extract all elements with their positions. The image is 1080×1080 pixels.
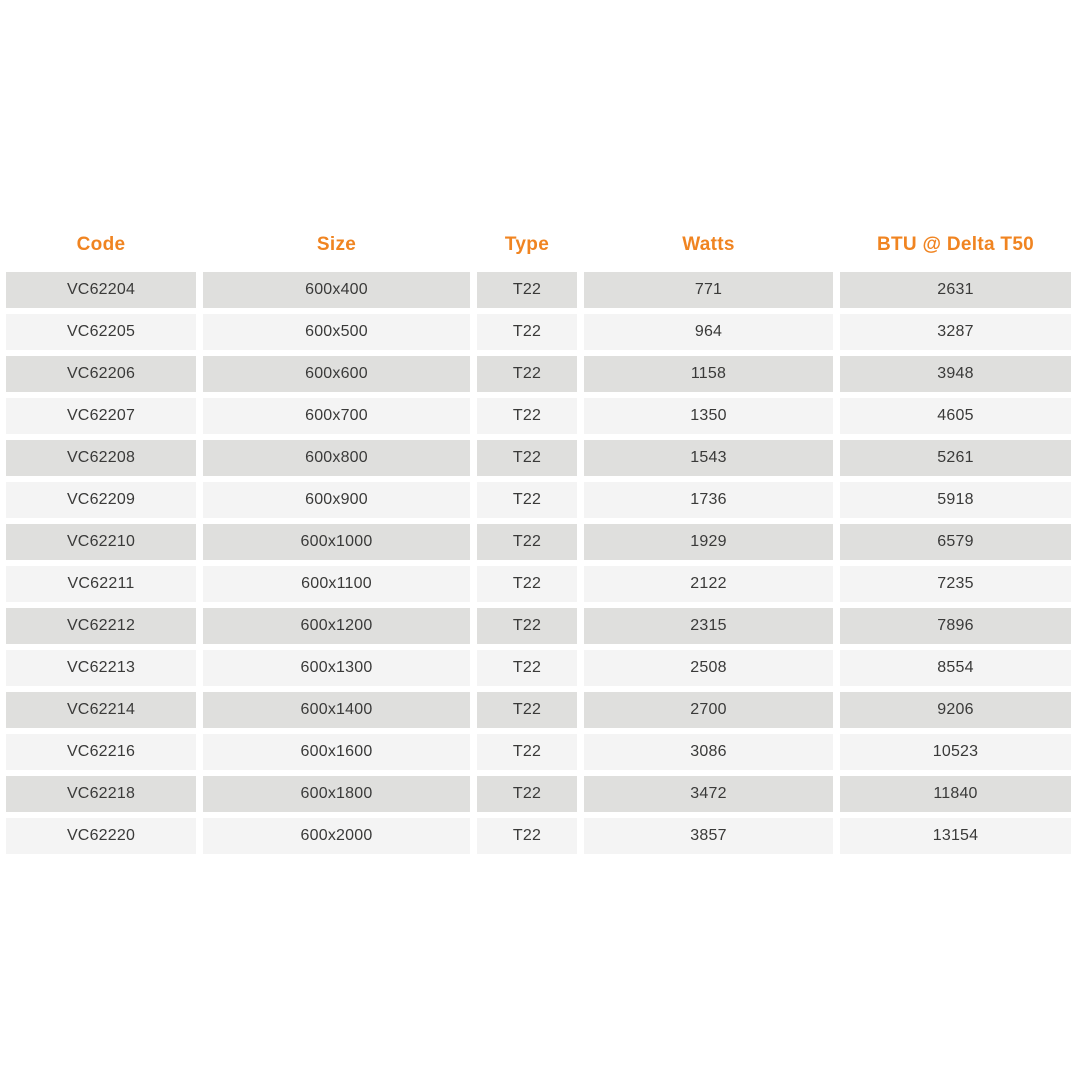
cell-btu: 4605	[840, 398, 1071, 434]
cell-watts: 1350	[584, 398, 833, 434]
cell-watts: 1929	[584, 524, 833, 560]
cell-type: T22	[477, 734, 577, 770]
cell-type: T22	[477, 608, 577, 644]
cell-size: 600x1400	[203, 692, 470, 728]
cell-watts: 3857	[584, 818, 833, 854]
cell-btu: 7896	[840, 608, 1071, 644]
column-header-watts: Watts	[682, 234, 735, 255]
cell-type: T22	[477, 566, 577, 602]
cell-size: 600x400	[203, 272, 470, 308]
cell-type: T22	[477, 650, 577, 686]
cell-btu: 3287	[840, 314, 1071, 350]
cell-code: VC62208	[6, 440, 196, 476]
cell-size: 600x2000	[203, 818, 470, 854]
cell-type: T22	[477, 692, 577, 728]
cell-watts: 3472	[584, 776, 833, 812]
cell-watts: 964	[584, 314, 833, 350]
cell-code: VC62214	[6, 692, 196, 728]
table-row	[6, 692, 1072, 728]
cell-type: T22	[477, 482, 577, 518]
cell-code: VC62216	[6, 734, 196, 770]
cell-size: 600x1300	[203, 650, 470, 686]
radiator-spec-table	[6, 227, 1072, 854]
cell-code: VC62210	[6, 524, 196, 560]
cell-code: VC62204	[6, 272, 196, 308]
cell-code: VC62218	[6, 776, 196, 812]
cell-watts: 2700	[584, 692, 833, 728]
cell-type: T22	[477, 356, 577, 392]
table-row	[6, 482, 1072, 518]
cell-btu: 5261	[840, 440, 1071, 476]
cell-type: T22	[477, 818, 577, 854]
cell-size: 600x700	[203, 398, 470, 434]
cell-watts: 2508	[584, 650, 833, 686]
table-row	[6, 650, 1072, 686]
cell-btu: 2631	[840, 272, 1071, 308]
cell-watts: 1736	[584, 482, 833, 518]
table-row	[6, 398, 1072, 434]
cell-type: T22	[477, 524, 577, 560]
table-row	[6, 272, 1072, 308]
table-body	[6, 272, 1072, 854]
cell-size: 600x1600	[203, 734, 470, 770]
cell-btu: 8554	[840, 650, 1071, 686]
column-header-size: Size	[316, 234, 357, 255]
cell-btu: 7235	[840, 566, 1071, 602]
table-row	[6, 356, 1072, 392]
table-row	[6, 818, 1072, 854]
cell-size: 600x1200	[203, 608, 470, 644]
cell-type: T22	[477, 440, 577, 476]
cell-size: 600x600	[203, 356, 470, 392]
cell-type: T22	[477, 776, 577, 812]
cell-btu: 3948	[840, 356, 1071, 392]
cell-watts: 771	[584, 272, 833, 308]
table-row	[6, 440, 1072, 476]
table-row	[6, 608, 1072, 644]
column-header-code: Code	[76, 234, 126, 255]
cell-size: 600x1100	[203, 566, 470, 602]
cell-code: VC62213	[6, 650, 196, 686]
cell-watts: 1543	[584, 440, 833, 476]
cell-size: 600x1000	[203, 524, 470, 560]
table-row	[6, 314, 1072, 350]
cell-code: VC62209	[6, 482, 196, 518]
cell-type: T22	[477, 314, 577, 350]
cell-btu: 9206	[840, 692, 1071, 728]
cell-type: T22	[477, 398, 577, 434]
cell-btu: 5918	[840, 482, 1071, 518]
column-header-btu: BTU @ Delta T50	[876, 234, 1035, 255]
cell-watts: 1158	[584, 356, 833, 392]
cell-code: VC62211	[6, 566, 196, 602]
cell-code: VC62206	[6, 356, 196, 392]
table-row	[6, 524, 1072, 560]
cell-btu: 13154	[840, 818, 1071, 854]
table-row	[6, 734, 1072, 770]
cell-code: VC62212	[6, 608, 196, 644]
cell-size: 600x800	[203, 440, 470, 476]
cell-type: T22	[477, 272, 577, 308]
cell-btu: 11840	[840, 776, 1071, 812]
column-header-type: Type	[504, 234, 550, 255]
table-header-row	[6, 227, 1072, 263]
cell-size: 600x900	[203, 482, 470, 518]
cell-size: 600x500	[203, 314, 470, 350]
cell-watts: 3086	[584, 734, 833, 770]
table-row	[6, 566, 1072, 602]
table-row	[6, 776, 1072, 812]
cell-watts: 2315	[584, 608, 833, 644]
cell-code: VC62220	[6, 818, 196, 854]
cell-btu: 6579	[840, 524, 1071, 560]
cell-code: VC62207	[6, 398, 196, 434]
cell-btu: 10523	[840, 734, 1071, 770]
cell-size: 600x1800	[203, 776, 470, 812]
cell-code: VC62205	[6, 314, 196, 350]
cell-watts: 2122	[584, 566, 833, 602]
